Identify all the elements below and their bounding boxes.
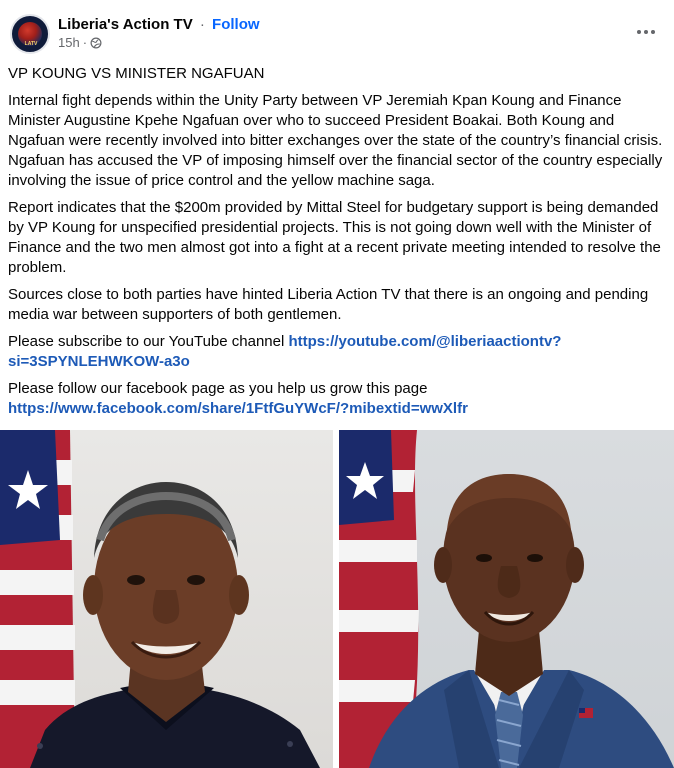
more-dot-icon: [637, 30, 641, 34]
facebook-paragraph: [8, 379, 664, 419]
post-paragraph: Internal fight depends within the Unity Party between VP Jeremiah Kpan Koung and Finance Minister Augustine Kpehe Ngafuan over who to succeed President Boakai. Both Koung and Ngafuan were recently involved into bitter exchanges over the state of the country’s financial crisis. Ngafuan has accused the VP of imposing himself over the financial sector of the country especially involving the issue of price control and the yellow machine saga.: [8, 92, 663, 189]
post-body: [8, 64, 664, 426]
name-separator: ·: [199, 16, 205, 33]
post-meta: [58, 35, 102, 51]
post-paragraph: Sources close to both parties have hinted Liberia Action TV that there is an ongoing and pending media war between supporters of both gentlemen.: [8, 286, 649, 323]
more-dot-icon: [644, 30, 648, 34]
avatar-logo-text: LATV: [24, 41, 38, 47]
globe-icon[interactable]: [90, 37, 102, 49]
page-name-link[interactable]: Liberia's Action TV: [58, 16, 193, 33]
post-title: VP KOUNG VS MINISTER NGAFUAN: [8, 65, 265, 82]
more-dot-icon: [651, 30, 655, 34]
avatar[interactable]: [10, 14, 50, 54]
post-paragraph: Report indicates that the $200m provided by Mittal Steel for budgetary support is being demanded by VP Koung for unspecified presidential projects. This is not going down well with the Minister of Finance and the two men almost got into a fight at a recent private meeting intended to resolve the problem.: [8, 199, 661, 276]
follow-button[interactable]: Follow: [212, 16, 260, 33]
portrait-image: [339, 430, 674, 768]
youtube-paragraph: [8, 332, 664, 372]
post-timestamp[interactable]: 15h: [58, 35, 80, 50]
youtube-link[interactable]: https://youtube.com/@liberiaactiontv?si=3SPYNLEHWKOW-a3o: [8, 333, 562, 370]
youtube-text: Please subscribe to our YouTube channel: [8, 333, 289, 350]
timestamp-separator: ·: [82, 35, 88, 50]
post-header: [0, 0, 674, 60]
facebook-link[interactable]: https://www.facebook.com/share/1FtfGuYWcF/?mibextid=wwXlfr: [8, 400, 468, 417]
portrait-image: [0, 430, 333, 768]
photo-minister-ngafuan[interactable]: [339, 430, 674, 768]
more-options-button[interactable]: [632, 22, 660, 42]
facebook-text: Please follow our facebook page as you help us grow this page: [8, 380, 428, 397]
photo-vp-koung[interactable]: [0, 430, 333, 768]
name-line: [58, 15, 260, 34]
